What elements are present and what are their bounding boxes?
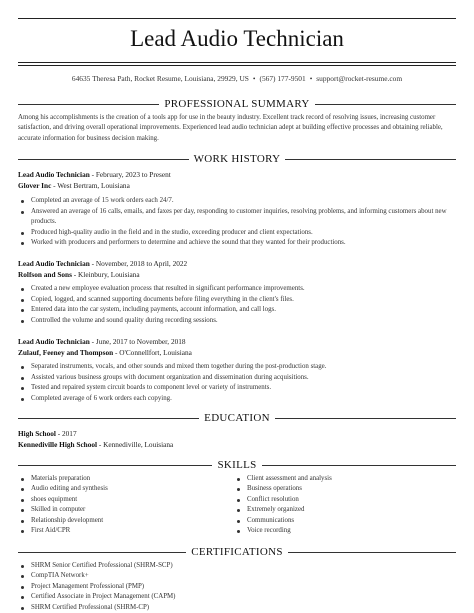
job-3-bullets <box>18 362 456 404</box>
list-item: CompTIA Network+ <box>18 571 454 581</box>
job-location: - Kleinbury, Louisiana <box>71 270 140 279</box>
certifications-list <box>18 561 454 613</box>
list-item: Business operations <box>234 484 454 494</box>
summary-text: Among his accomplishments is the creation of a tools app for use in the beauty industry. Excellent track record of resolving issues, increasing customer satisfaction, and driving overall operational improvements. Experienced lead audio technician adept at building effective processes and obtaining reliable, accurate information for business decision making. <box>18 114 443 142</box>
list-item: Completed average of 6 work orders each copying. <box>18 394 456 405</box>
job-company: Zulauf, Feeney and Thompson <box>18 348 114 357</box>
job-title: Lead Audio Technician <box>18 337 90 346</box>
list-item: Project Management Professional (PMP) <box>18 582 454 592</box>
job-company: Glover Inc <box>18 181 52 190</box>
section-header-education <box>18 411 456 425</box>
job-3-header <box>18 336 456 358</box>
section-header-summary <box>18 97 456 111</box>
list-item: Controlled the volume and sound quality during recording sessions. <box>18 316 456 327</box>
top-rule <box>18 18 456 19</box>
job-dates: - February, 2023 to Present <box>89 170 171 179</box>
list-item: Assisted various business groups with document organization and dissemination during acquisitions. <box>18 373 456 384</box>
job-dates: - June, 2017 to November, 2018 <box>89 337 186 346</box>
list-item: Created a new employee evaluation process that resulted in significant performance improvements. <box>18 284 456 295</box>
list-item: SHRM Certified Professional (SHRM-CP) <box>18 603 454 613</box>
contact-email[interactable]: support@rocket-resume.com <box>316 74 403 83</box>
list-item: Skilled in computer <box>18 505 228 515</box>
list-item: Certified Associate in Project Management (CAPM) <box>18 592 454 602</box>
list-item: SHRM Senior Certified Professional (SHRM-SCP) <box>18 561 454 571</box>
section-title: WORK HISTORY <box>189 153 286 165</box>
list-item: First Aid/CPR <box>18 526 228 536</box>
list-item: Relationship development <box>18 516 228 526</box>
education-year: - 2017 <box>55 429 77 438</box>
job-title: Lead Audio Technician <box>18 259 90 268</box>
list-item: Tested and repaired system circuit boards to component level or variety of instruments. <box>18 383 456 394</box>
education-degree: High School <box>18 429 56 438</box>
list-item: Entered data into the car system, including payments, account information, and call logs. <box>18 305 456 316</box>
section-title: PROFESSIONAL SUMMARY <box>159 98 314 110</box>
education-location: - Kennediville, Louisiana <box>97 440 174 449</box>
job-1-header <box>18 169 456 191</box>
section-title: CERTIFICATIONS <box>186 546 288 558</box>
list-item: Extremely organized <box>234 505 454 515</box>
job-title: Lead Audio Technician <box>18 170 90 179</box>
job-1-bullets <box>18 196 456 249</box>
contact-address: 64635 Theresa Path, Rocket Resume, Louisiana, 29929, US <box>71 74 249 83</box>
list-item: Client assessment and analysis <box>234 474 454 484</box>
section-header-skills <box>18 458 456 472</box>
contact-separator: • <box>309 74 313 83</box>
header-rule-thin <box>18 65 456 66</box>
contact-line <box>0 74 474 83</box>
list-item: Completed an average of 15 work orders each 24/7. <box>18 196 456 207</box>
list-item: Separated instruments, vocals, and other sounds and mixed them together during the post-production stage. <box>18 362 456 373</box>
list-item: Worked with producers and performers to determine and achieve the sound that they wanted for their productions. <box>18 238 456 249</box>
list-item: Communications <box>234 516 454 526</box>
list-item: Materials preparation <box>18 474 228 484</box>
contact-separator: • <box>252 74 256 83</box>
job-location: - West Bertram, Louisiana <box>51 181 130 190</box>
section-header-work <box>18 152 456 166</box>
list-item: shoes equipment <box>18 495 228 505</box>
list-item: Conflict resolution <box>234 495 454 505</box>
header-rule-thick <box>18 62 456 63</box>
skills-right-column <box>234 474 454 536</box>
contact-phone: (567) 177-9501 <box>259 74 306 83</box>
section-title: SKILLS <box>212 459 261 471</box>
job-location: - O'Connellfort, Louisiana <box>113 348 192 357</box>
candidate-name: Lead Audio Technician <box>130 26 344 51</box>
section-title: EDUCATION <box>199 412 275 424</box>
education-entry <box>18 428 456 450</box>
job-2-header <box>18 258 456 280</box>
section-header-certifications <box>18 545 456 559</box>
job-2-bullets <box>18 284 456 326</box>
skills-left-column <box>18 474 228 536</box>
job-company: Rolfson and Sons <box>18 270 72 279</box>
education-school: Kennediville High School <box>18 440 98 449</box>
list-item: Produced high-quality audio in the field and in the studio, exceeding producer and client expectations. <box>18 228 456 239</box>
list-item: Copied, logged, and scanned supporting documents before filing everything in the client's files. <box>18 295 456 306</box>
list-item: Voice recording <box>234 526 454 536</box>
job-dates: - November, 2018 to April, 2022 <box>89 259 188 268</box>
list-item: Audio editing and synthesis <box>18 484 228 494</box>
list-item: Answered an average of 16 calls, emails, and faxes per day, responding to customer inquiries, resolving problems, and informing customers about new products. <box>18 207 456 228</box>
